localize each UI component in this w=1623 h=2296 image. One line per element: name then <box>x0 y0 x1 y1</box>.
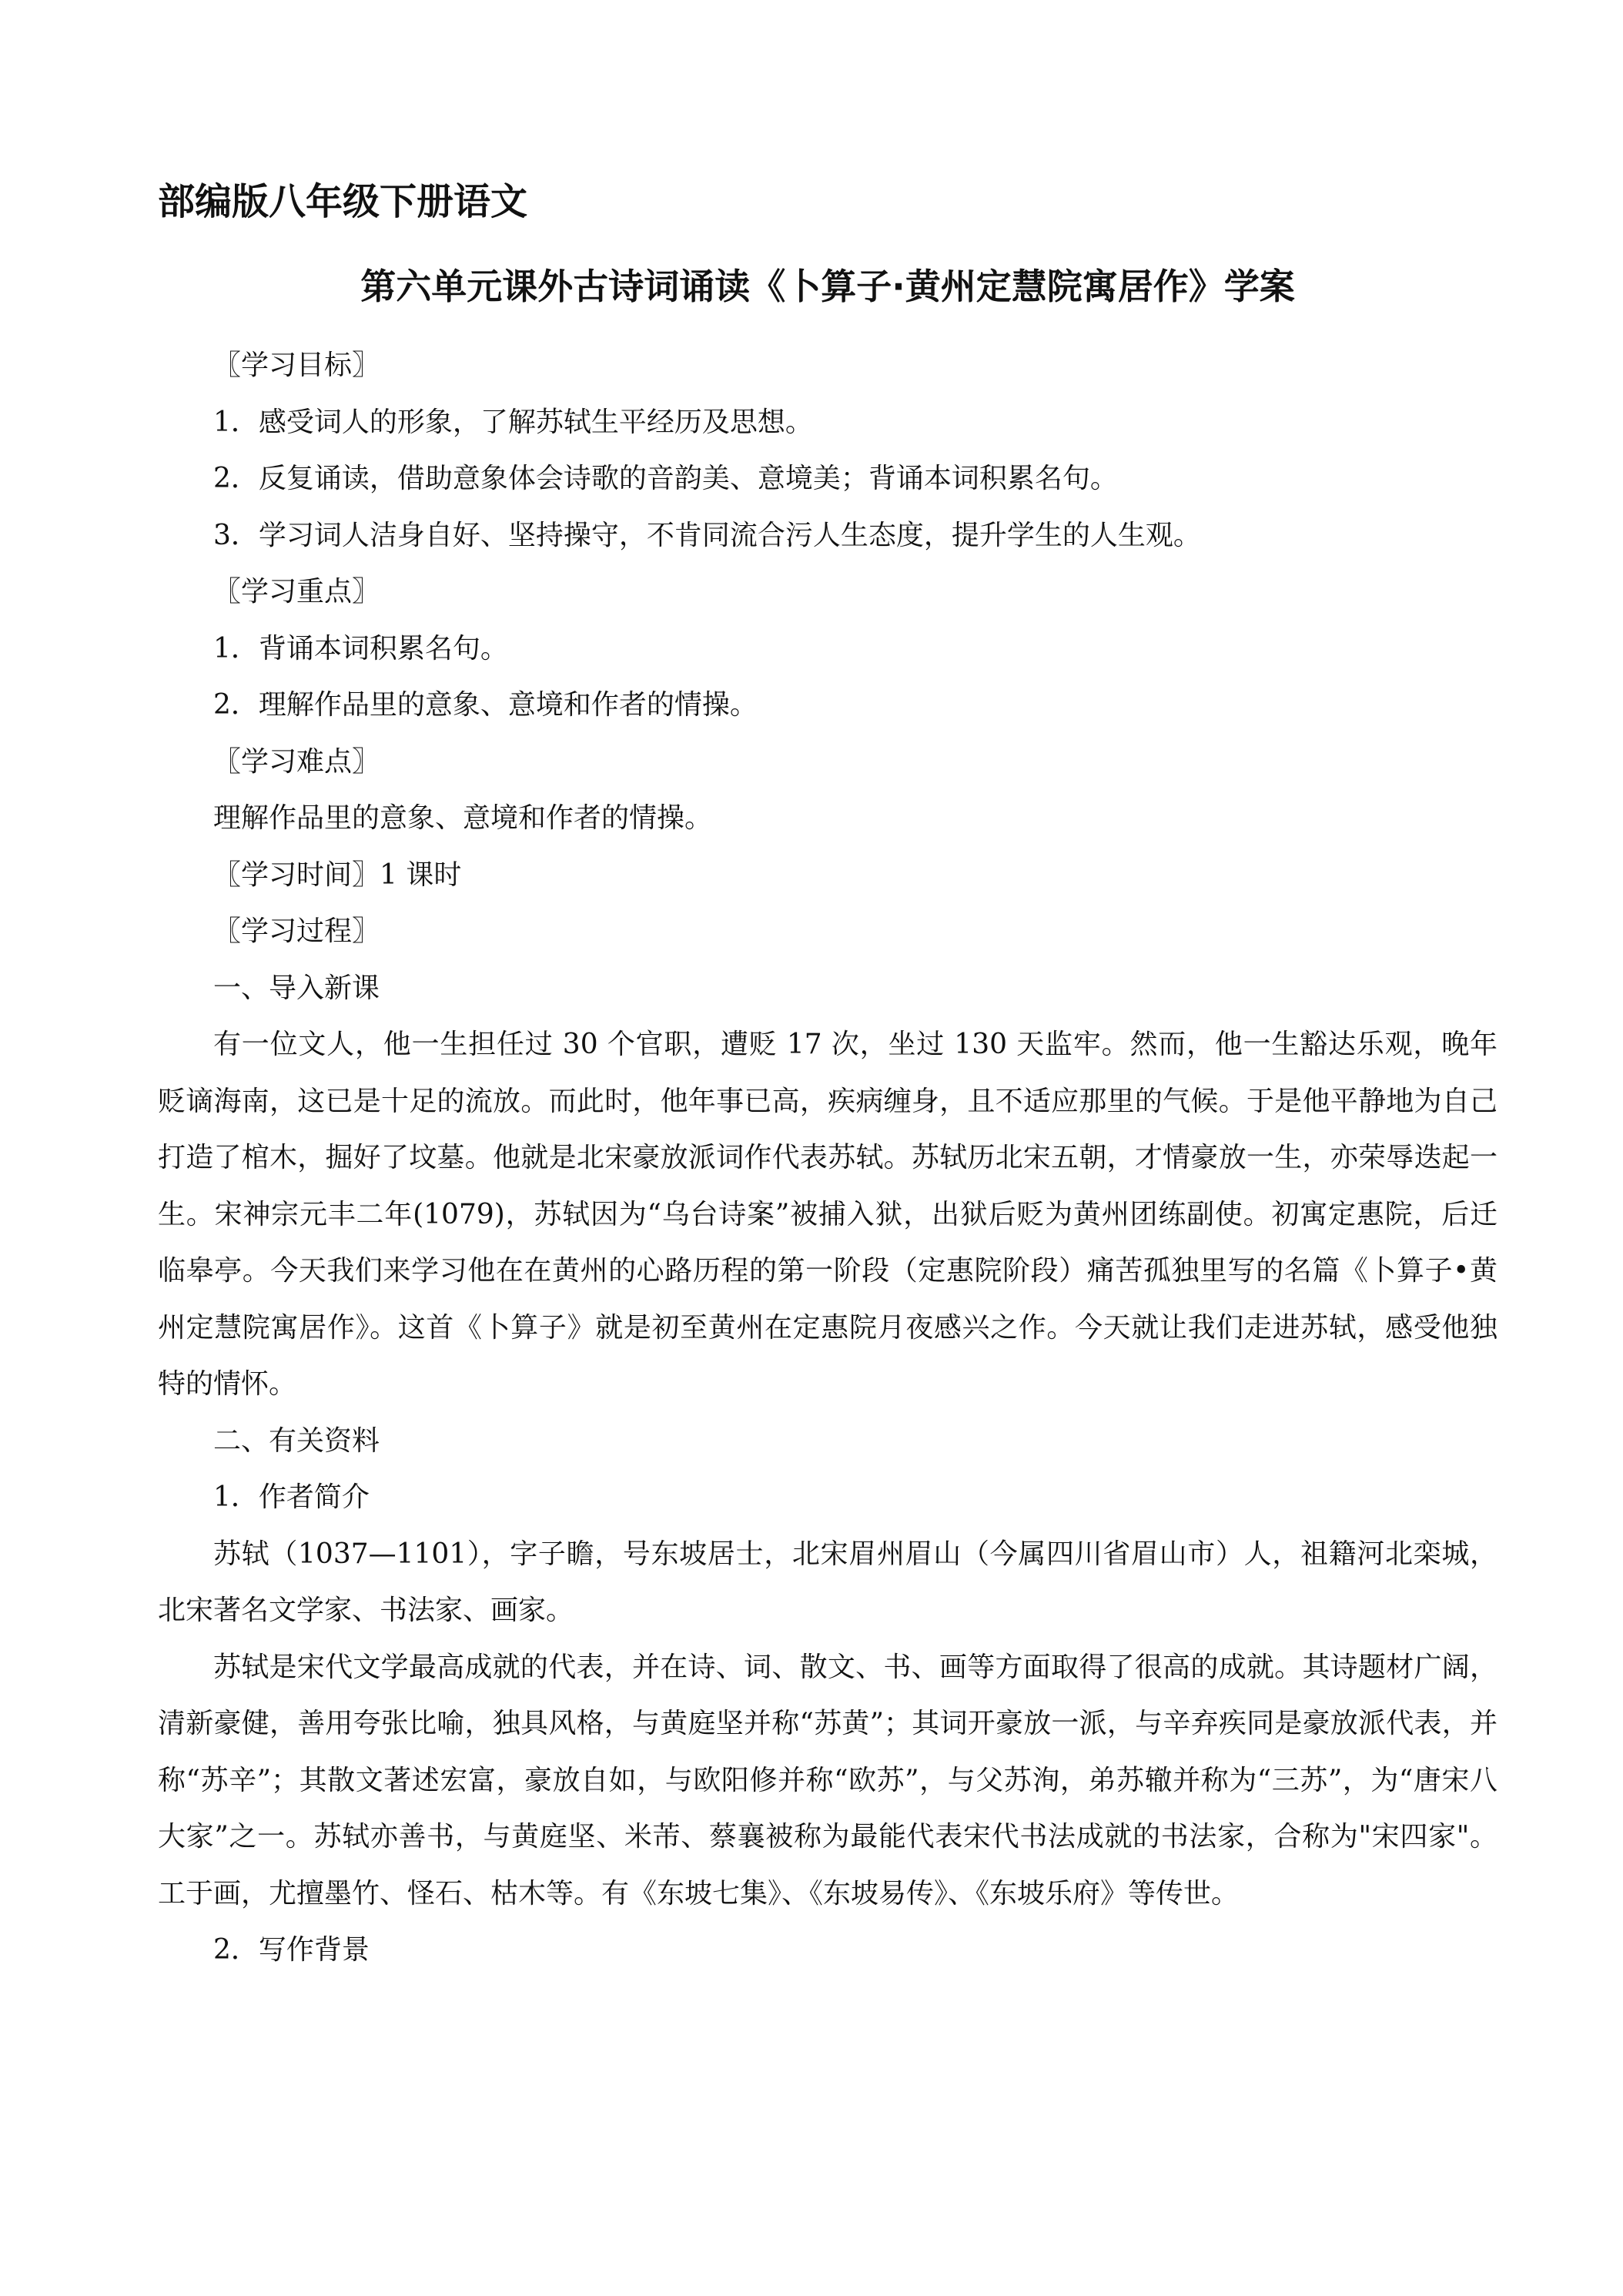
objective-item: 3．学习词人洁身自好、坚持操守，不肯同流合污人生态度，提升学生的人生观。 <box>213 519 1201 551</box>
key-points-heading: 〖学习重点〗 <box>213 576 380 607</box>
difficulties-heading: 〖学习难点〗 <box>213 745 380 778</box>
key-point-item: 2．理解作品里的意象、意境和作者的情操。 <box>213 689 758 721</box>
section-heading-materials: 二、有关资料 <box>213 1424 380 1457</box>
section-heading-intro: 一、导入新课 <box>213 972 380 1004</box>
document-title: 部编版八年级下册语文 <box>158 180 528 223</box>
author-paragraph-2: 苏轼是宋代文学最高成就的代表，并在诗、词、散文、书、画等方面取得了很高的成就。其诗题材广阔，清新豪健，善用夸张比喻，独具风格，与黄庭坚并称“苏黄”；其词开豪放一派，与辛弃疾同是豪放派代表，并称“苏辛”；其散文著述宏富，豪放自如，与欧阳修并称“欧苏”，与父苏洵，弟苏辙并称为“三苏”，为“唐宋八大家”之一。苏轼亦善书，与黄庭坚、米芾、蔡襄被称为最能代表宋代书法成就的书法家，合称为"宋四家"。工于画，尤擅墨竹、怪石、枯木等。有《东坡七集》、《东坡易传》、《东坡乐府》等传世。 <box>158 1651 1498 1909</box>
objective-item: 2．反复诵读，借助意象体会诗歌的音韵美、意境美；背诵本词积累名句。 <box>213 463 1118 494</box>
process-heading: 〖学习过程〗 <box>213 915 380 947</box>
key-point-item: 1．背诵本词积累名句。 <box>213 632 508 664</box>
difficulties-text: 理解作品里的意象、意境和作者的情操。 <box>213 802 713 834</box>
objectives-heading: 〖学习目标〗 <box>213 350 380 381</box>
author-paragraph-1: 苏轼（1037—1101），字子瞻，号东坡居士，北宋眉州眉山（今属四川省眉山市）人，祖籍河北栾城，北宋著名文学家、书法家、画家。 <box>158 1538 1498 1626</box>
study-time: 〖学习时间〗1 课时 <box>213 858 462 891</box>
document-body <box>158 337 1498 1979</box>
document-subtitle: 第六单元课外古诗词诵读《卜算子·黄州定慧院寓居作》学案 <box>360 266 1295 307</box>
intro-paragraph: 有一位文人，他一生担任过 30 个官职，遭贬 17 次，坐过 130 天监牢。然而，他一生豁达乐观，晚年贬谪海南，这已是十足的流放。而此时，他年事已高，疾病缠身，且不适应那里的气候。于是他平静地为自己打造了棺木，掘好了坟墓。他就是北宋豪放派词作代表苏轼。苏轼历北宋五朝，才情豪放一生，亦荣辱迭起一生。宋神宗元丰二年(1079)，苏轼因为“乌台诗案”被捕入狱，出狱后贬为黄州团练副使。初寓定惠院，后迁临皋亭。今天我们来学习他在在黄州的心路历程的第一阶段（定惠院阶段）痛苦孤独里写的名篇《卜算子•黄州定慧院寓居作》。这首《卜算子》就是初至黄州在定惠院月夜感兴之作。今天就让我们走进苏轼，感受他独特的情怀。 <box>158 1029 1498 1400</box>
objective-item: 1．感受词人的形象，了解苏轼生平经历及思想。 <box>213 406 813 438</box>
subsection-heading-author: 1．作者简介 <box>213 1481 370 1513</box>
subsection-heading-background: 2．写作背景 <box>213 1934 370 1966</box>
